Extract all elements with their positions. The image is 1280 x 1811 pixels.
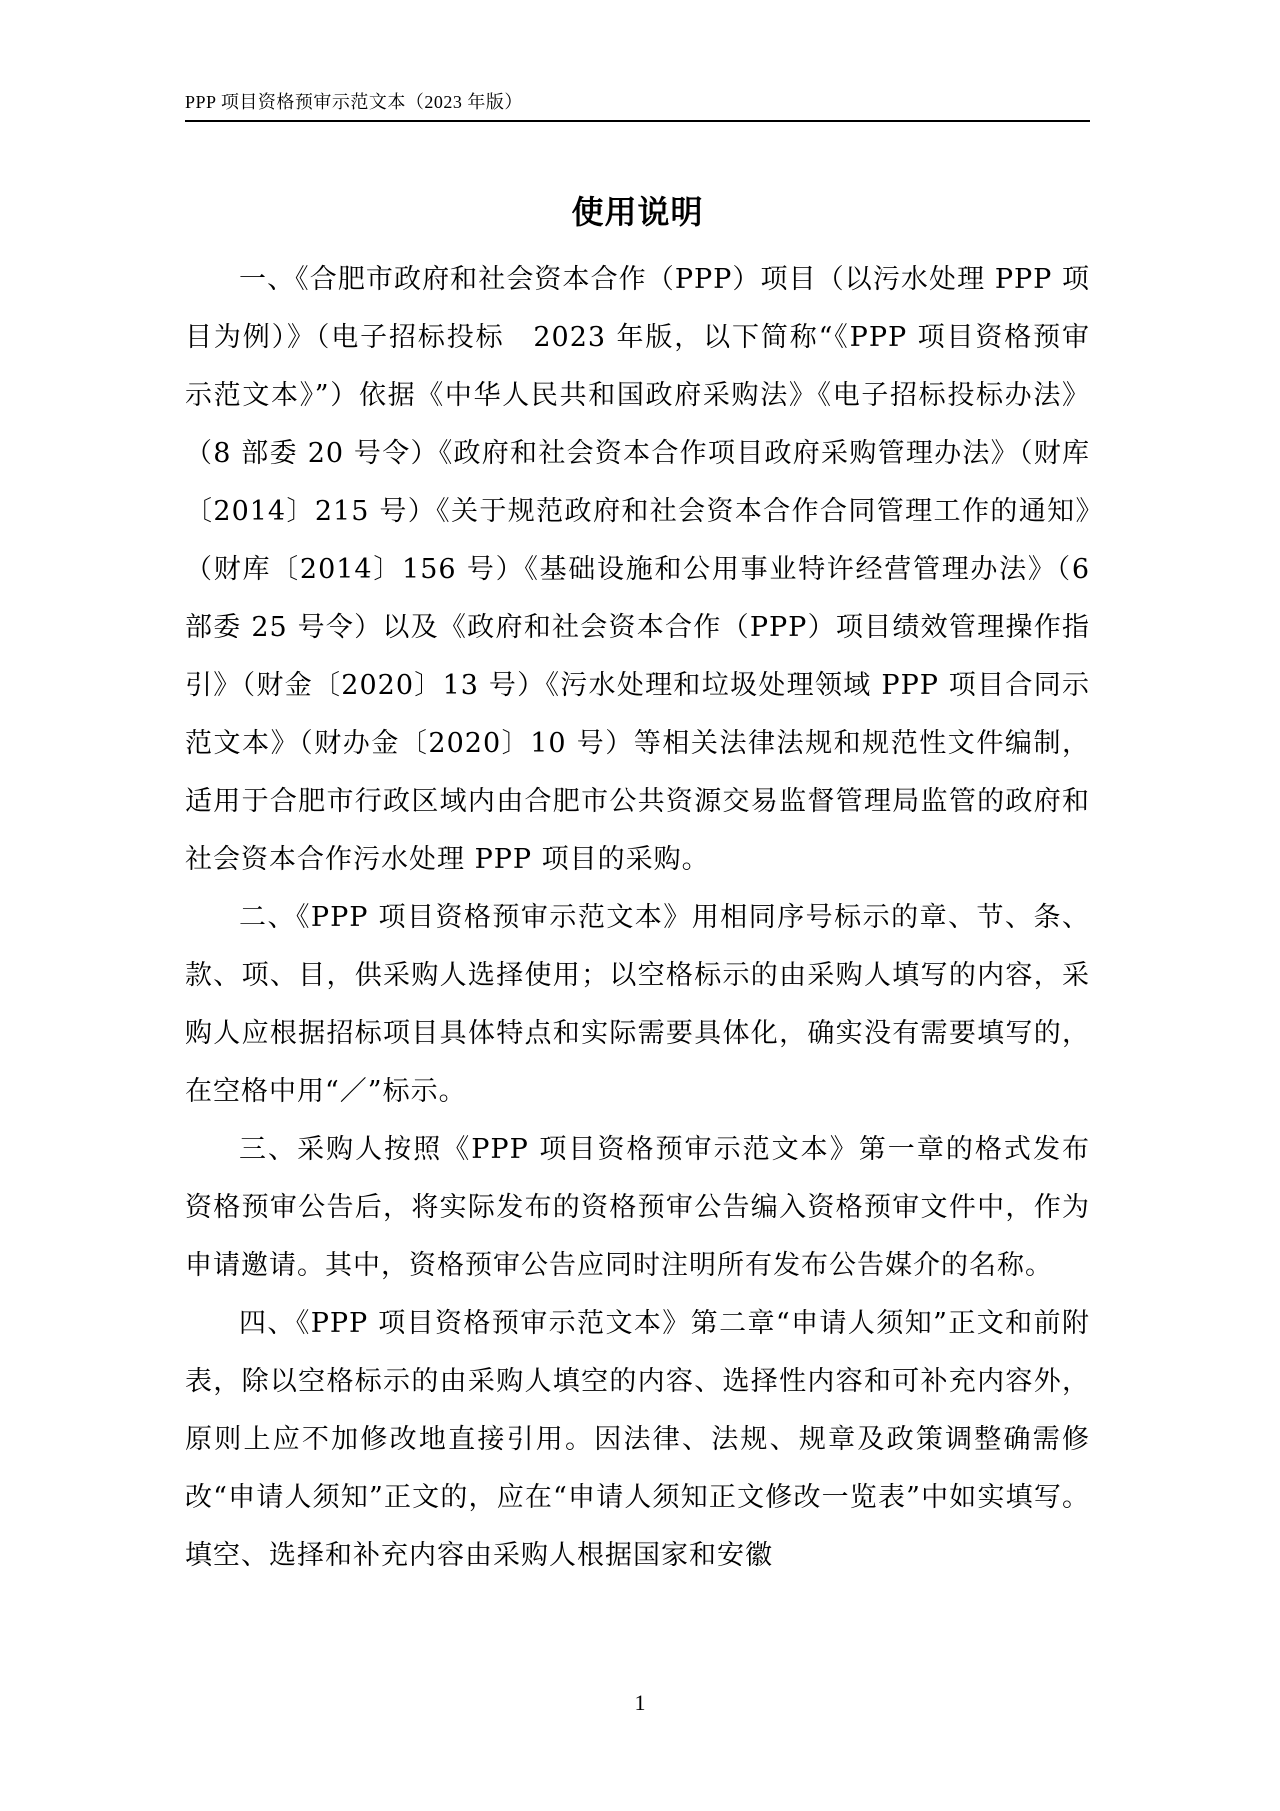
document-body (185, 251, 1090, 1585)
page-title: 使用说明 (571, 193, 704, 232)
paragraph-1: 一、《合肥市政府和社会资本合作（PPP）项目（以污水处理 PPP 项目为例）》（电子招标投标 2023 年版，以下简称“《PPP 项目资格预审示范文本》”）依据《中华人民共和国政府采购法》《电子招标投标办法》（8 部委 20 号令）《政府和社会资本合作项目政府采购管理办法》（财库〔2014〕215 号）《关于规范政府和社会资本合作合同管理工作的通知》（财库〔2014〕156 号）《基础设施和公用事业特许经营管理办法》（6 部委 25 号令）以及《政府和社会资本合作（PPP）项目绩效管理操作指引》（财金〔2020〕13 号）《污水处理和垃圾处理领域 PPP 项目合同示范文本》（财办金〔2020〕10 号）等相关法律法规和规范性文件编制，适用于合肥市行政区域内由合肥市公共资源交易监督管理局监管的政府和社会资本合作污水处理 PPP 项目的采购。 (185, 264, 1090, 875)
page-number: 1 (634, 1690, 646, 1715)
paragraph-2: 二、《PPP 项目资格预审示范文本》用相同序号标示的章、节、条、款、项、目，供采购人选择使用；以空格标示的由采购人填写的内容，采购人应根据招标项目具体特点和实际需要具体化，确实没有需要填写的，在空格中用“／”标示。 (185, 902, 1090, 1107)
paragraph-4: 四、《PPP 项目资格预审示范文本》第二章“申请人须知”正文和前附表，除以空格标示的由采购人填空的内容、选择性内容和可补充内容外，原则上应不加修改地直接引用。因法律、法规、规章及政策调整确需修改“申请人须知”正文的，应在“申请人须知正文修改一览表”中如实填写。填空、选择和补充内容由采购人根据国家和安徽 (185, 1308, 1090, 1571)
running-header-title: PPP 项目资格预审示范文本（2023 年版） (185, 92, 523, 112)
running-header (185, 88, 1090, 122)
paragraph-3: 三、采购人按照《PPP 项目资格预审示范文本》第一章的格式发布资格预审公告后，将实际发布的资格预审公告编入资格预审文件中，作为申请邀请。其中，资格预审公告应同时注明所有发布公告媒介的名称。 (185, 1134, 1090, 1281)
